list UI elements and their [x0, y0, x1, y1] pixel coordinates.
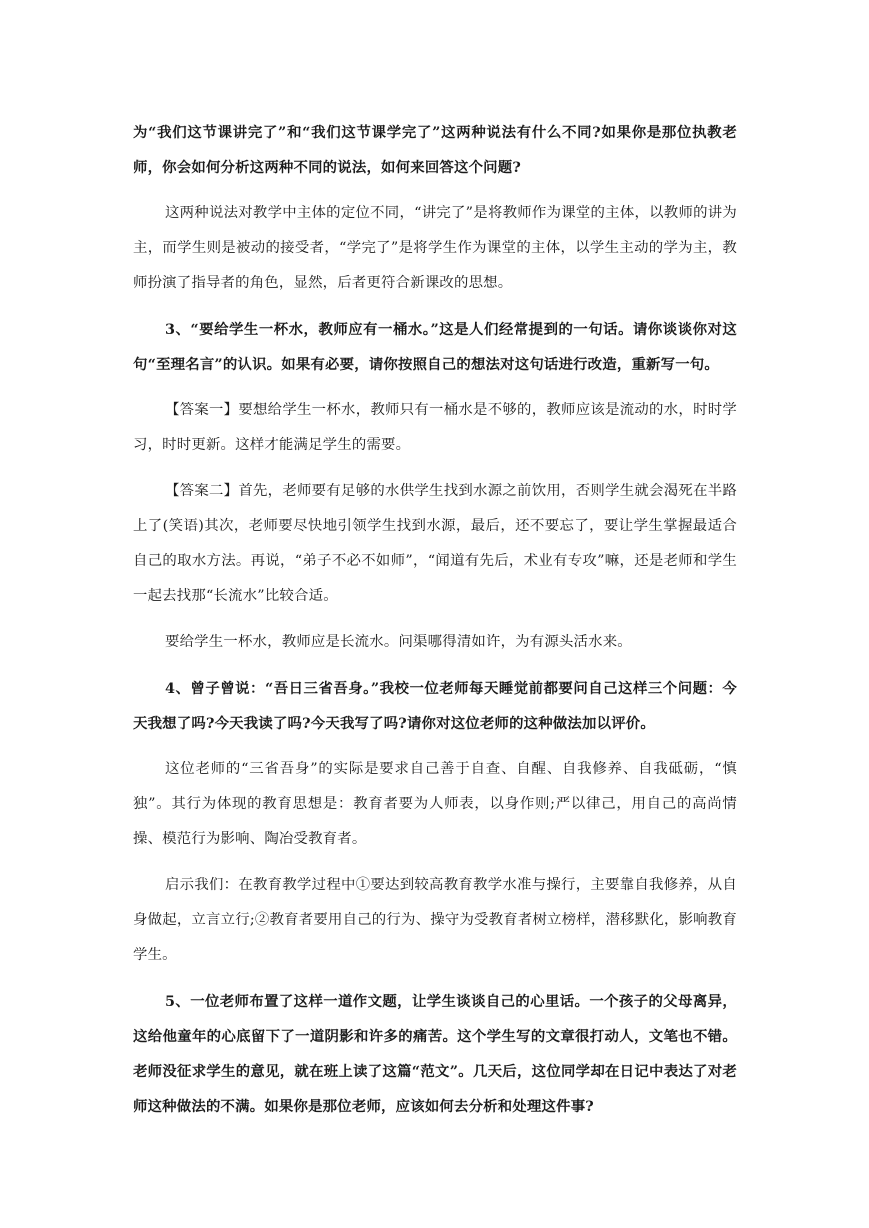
answer-paragraph: 启示我们：在教育教学过程中①要达到较高教育教学水准与操行，主要靠自我修养，从自身做起，立言立行;②教育者要用自己的行为、操守为受教育者树立榜样，潜移默化，影响教育学生。 [133, 877, 737, 963]
question-paragraph: 为“我们这节课讲完了”和“我们这节课学完了”这两种说法有什么不同?如果你是那位执教老师，你会如何分析这两种不同的说法，如何来回答这个问题? [133, 124, 737, 176]
question-paragraph: 4、曾子曾说：“吾日三省吾身。”我校一位老师每天睡觉前都要问自己这样三个问题：今天我想了吗?今天我读了吗?今天我写了吗?请你对这位老师的这种做法加以评价。 [133, 680, 737, 732]
answer-paragraph: 【答案二】首先，老师要有足够的水供学生找到水源之前饮用，否则学生就会渴死在半路上了(笑语)其次，老师要尽快地引领学生找到水源，最后，还不要忘了，要让学生掌握最适合自己的取水方法。再说，“弟子不必不如师”，“闻道有先后，术业有专攻”嘛，还是老师和学生一起去找那“长流水”比较合适。 [133, 483, 737, 604]
answer-paragraph: 【答案一】要想给学生一杯水，教师只有一桶水是不够的，教师应该是流动的水，时时学习，时时更新。这样才能满足学生的需要。 [133, 402, 737, 453]
answer-paragraph: 这位老师的“三省吾身”的实际是要求自己善于自查、自醒、自我修养、自我砥砺，“慎独”。其行为体现的教育思想是：教育者要为人师表，以身作则;严以律己，用自己的高尚情操、模范行为影响、陶冶受教育者。 [133, 761, 737, 847]
answer-paragraph: 这两种说法对教学中主体的定位不同，“讲完了”是将教师作为课堂的主体，以教师的讲为主，而学生则是被动的接受者，“学完了”是将学生作为课堂的主体，以学生主动的学为主，教师扮演了指导者的角色，显然，后者更符合新课改的思想。 [133, 205, 737, 291]
document-body [133, 115, 737, 1135]
question-paragraph: 3、“要给学生一杯水，教师应有一桶水。”这是人们经常提到的一句话。请你谈谈你对这句“至理名言”的认识。如果有必要，请你按照自己的想法对这句话进行改造，重新写一句。 [133, 321, 737, 373]
question-paragraph: 5、一位老师布置了这样一道作文题，让学生谈谈自己的心里话。一个孩子的父母离异，这给他童年的心底留下了一道阴影和许多的痛苦。这个学生写的文章很打动人，文笔也不错。老师没征求学生的意见，就在班上读了这篇“范文”。几天后，这位同学却在日记中表达了对老师这种做法的不满。如果你是那位老师，应该如何去分析和处理这件事? [133, 993, 737, 1115]
answer-paragraph: 要给学生一杯水，教师应是长流水。问渠哪得清如许，为有源头活水来。 [165, 634, 632, 650]
